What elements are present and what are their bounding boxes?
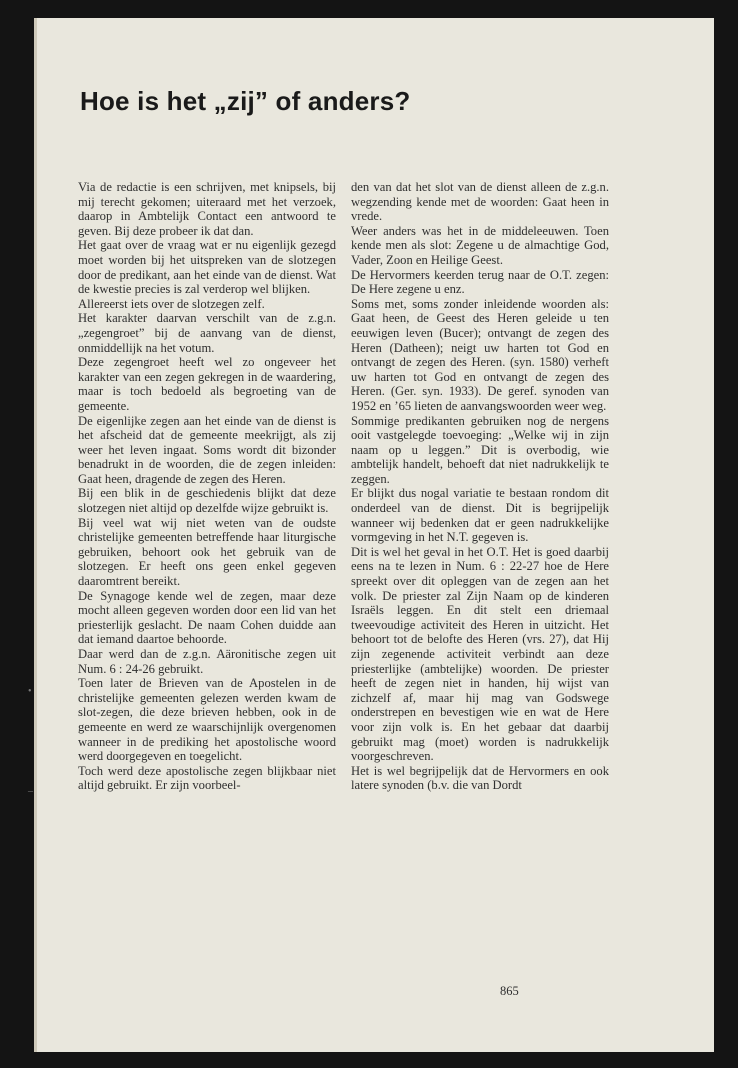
paragraph: Dit is wel het geval in het O.T. Het is goed daarbij eens na te lezen in Num. 6 : 22-27 hoe de Here spreekt over dit opleggen van de zegen aan het volk. De priester zal Zijn Naam op de kinderen Israëls leggen. En dit stelt een driemaal tweevoudige activiteit des Heren in uitzicht. Het behoort tot de belofte des Heren (vrs. 27), dat Hij zijn zegenende activiteit verbindt aan deze priesterlijke (ambtelijke) woorden. De priester heeft de zegen niet in handen, hij wijst van zichzelf af, maar hij mag van Godswege onderstrepen en bevestigen wie en wat de Here voor zijn volk is. En het gebaar dat daarbij gebruikt mag (moet) worden is nadrukkelijk voorgeschreven. — [351, 544, 609, 764]
right-column — [351, 180, 609, 793]
paragraph: Er blijkt dus nogal variatie te bestaan rondom dit onderdeel van de dienst. Dit is begrijpelijk wanneer wij bedenken dat er geen nadrukkelijke vormgeving in het N.T. gegeven is. — [351, 486, 609, 545]
paragraph: Daar werd dan de z.g.n. Aäronitische zegen uit Num. 6 : 24-26 gebruikt. — [78, 647, 336, 676]
paragraph: Deze zegengroet heeft wel zo ongeveer het karakter van een zegen gekregen in de waardering, maar is toch bedoeld als begroeting van de gemeente. — [78, 355, 336, 413]
paragraph: De Synagoge kende wel de zegen, maar deze mocht alleen gegeven worden door een lid van het priesterlijk geslacht. De naam Cohen duidde aan dat iemand daartoe behoorde. — [78, 588, 336, 647]
paragraph: Het gaat over de vraag wat er nu eigenlijk gezegd moet worden bij het uitspreken van de slotzegen door de predikant, aan het einde van de dienst. Wat de kwestie precies is zal verderop wel blijken. — [78, 238, 336, 297]
paragraph: Toen later de Brieven van de Apostelen in de christelijke gemeenten gelezen werden kwam de slot-zegen, die deze brieven hebben, ook in de gemeente en werd ze waarschijnlijk overgenomen wanneer in de prediking het apostolische woord werd doorgegeven en toegelicht. — [78, 676, 336, 764]
paragraph: den van dat het slot van de dienst alleen de z.g.n. wegzending kende met de woorden: Gaat heen in vrede. — [351, 180, 609, 224]
paragraph: Bij een blik in de geschiedenis blijkt dat deze slotzegen niet altijd op dezelfde wijze gebruikt is. — [78, 486, 336, 516]
paragraph: Allereerst iets over de slotzegen zelf. — [78, 296, 265, 311]
paragraph: Toch werd deze apostolische zegen blijkbaar niet altijd gebruikt. Er zijn voorbeel- — [78, 763, 336, 793]
paragraph: Via de redactie is een schrijven, met knipsels, bij mij terecht gekomen; uiteraard met het verzoek, daarop in Ambtelijk Contact een antwoord te geven. Bij deze probeer ik dat dan. — [78, 180, 336, 238]
article-title: Hoe is het „zij” of anders? — [80, 86, 411, 116]
paragraph: Het karakter daarvan verschilt van de z.g.n. „zegengroet” bij de aanvang van de dienst, onmiddellijk na het votum. — [78, 311, 336, 355]
margin-mark: – — [28, 786, 33, 797]
paragraph: De Hervormers keerden terug naar de O.T. zegen: De Here zegene u enz. — [351, 267, 609, 297]
page-binding-edge — [34, 18, 37, 1052]
paragraph: Sommige predikanten gebruiken nog de nergens ooit vastgelegde toevoeging: „Welke wij in zijn naam op u leggen.” Dit is overbodig, wie ambtelijk handelt, behoeft dat niet nadrukkelijk te zeggen. — [351, 413, 609, 486]
paragraph: Soms met, soms zonder inleidende woorden als: Gaat heen, de Geest des Heren geleide u ten eeuwigen leven (Bucer); ontvangt de zegen des Heren (Datheen); neigt uw harten tot God en ontvangt de zegen des Heren. (syn. 1580) verheft uw harten tot God en ontvangt de zegen des Heren. (Ger. syn. 1933). De geref. synoden van 1952 en ’65 lieten de aanvangswoorden weer weg. — [351, 296, 609, 413]
paragraph: Weer anders was het in de middeleeuwen. Toen kende men als slot: Zegene u de almachtige God, Vader, Zoon en Heilige Geest. — [351, 223, 609, 267]
document-page — [28, 18, 714, 1052]
paragraph: De eigenlijke zegen aan het einde van de dienst is het afscheid dat de gemeente meekrijgt, als zij weer het leven ingaat. Soms wordt dit bizonder benadrukt in de woorden, die de zegen inleiden: Gaat heen, dragende de zegen des Heren. — [78, 413, 336, 486]
paragraph: Bij veel wat wij niet weten van de oudste christelijke gemeenten betreffende haar liturgische gebruiken, behoort ook het gebruik van de slotzegen. Er heeft ons geen enkel gegeven daaromtrent bereikt. — [78, 515, 336, 589]
margin-mark: • — [28, 686, 32, 697]
paragraph: Het is wel begrijpelijk dat de Hervormers en ook latere synoden (b.v. die van Dordt — [351, 763, 609, 793]
page-number: 865 — [500, 984, 519, 998]
left-column — [78, 180, 336, 793]
